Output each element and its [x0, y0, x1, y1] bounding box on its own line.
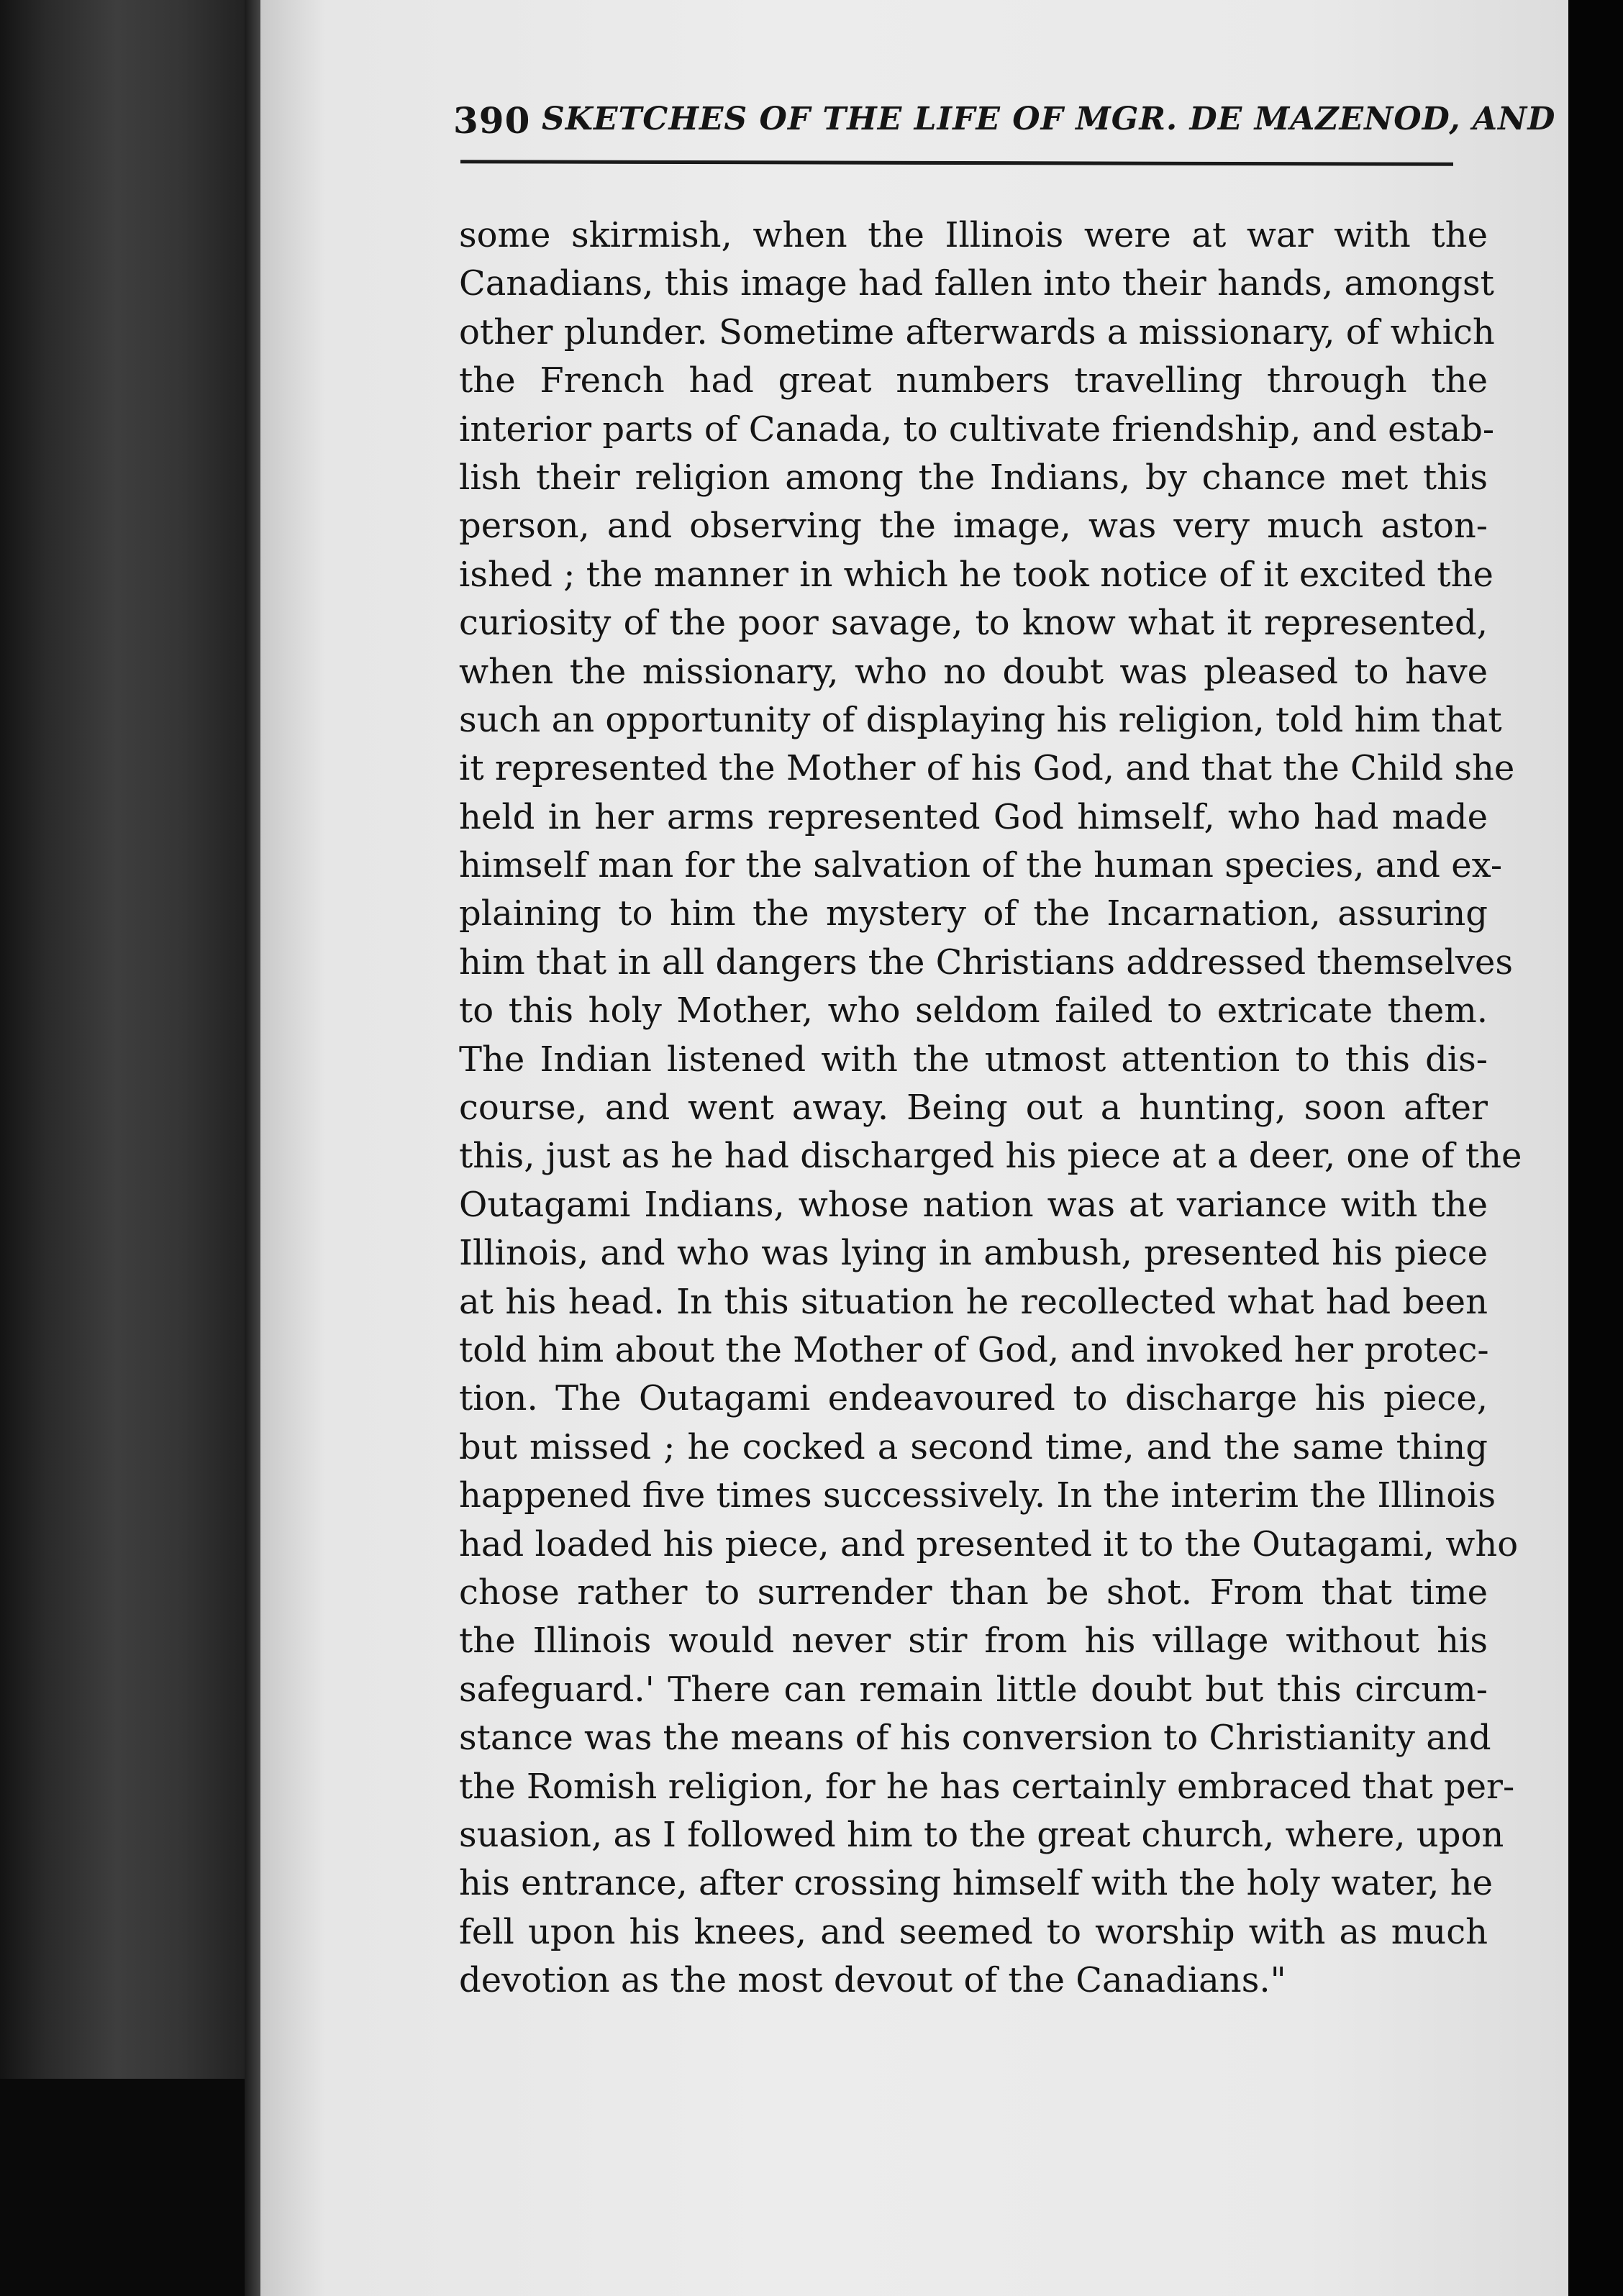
text-line: at his head. In this situation he recollected what had been	[459, 1281, 1488, 1322]
text-line: chose rather to surrender than be shot. From that time	[459, 1572, 1488, 1613]
text-line: Canadians, this image had fallen into their hands, amongst	[459, 263, 1494, 304]
text-line: himself man for the salvation of the human species, and ex-	[459, 845, 1503, 886]
text-line: held in her arms represented God himself, who had made	[459, 796, 1488, 837]
text-line: the Illinois would never stir from his village without his	[459, 1621, 1488, 1662]
running-head: SKETCHES OF THE LIFE OF MGR. DE MAZENOD, AND	[542, 101, 1556, 137]
text-line: the French had great numbers travelling through the	[459, 360, 1488, 401]
text-line: to this holy Mother, who seldom failed to extricate them.	[459, 990, 1488, 1031]
book-spine	[0, 0, 259, 2296]
text-line: course, and went away. Being out a hunting, soon after	[459, 1088, 1488, 1129]
text-line: this, just as he had discharged his piece at a deer, one of the	[459, 1136, 1522, 1177]
text-line: tion. The Outagami endeavoured to discharge his piece,	[459, 1378, 1488, 1419]
text-line: told him about the Mother of God, and invoked her protec-	[459, 1329, 1489, 1370]
page-number: 390	[453, 99, 531, 142]
text-line: safeguard.' There can remain little doubt but this circum-	[459, 1669, 1488, 1710]
text-line: lish their religion among the Indians, by chance met this	[459, 457, 1488, 498]
text-line: had loaded his piece, and presented it to the Outagami, who	[459, 1523, 1519, 1564]
text-line: his entrance, after crossing himself with the holy water, he	[459, 1863, 1493, 1904]
text-line: Illinois, and who was lying in ambush, presented his piece	[459, 1233, 1488, 1274]
spine-shadow	[0, 2079, 259, 2296]
text-line: happened five times successively. In the interim the Illinois	[459, 1475, 1496, 1516]
text-line: ished ; the manner in which he took notice of it excited the	[459, 554, 1494, 595]
page-header	[453, 99, 1556, 157]
text-line: interior parts of Canada, to cultivate friendship, and estab-	[459, 409, 1495, 450]
scan-border	[1568, 0, 1623, 2296]
text-line: The Indian listened with the utmost attention to this dis-	[459, 1039, 1488, 1080]
text-line: when the missionary, who no doubt was pleased to have	[459, 651, 1488, 692]
text-line: the Romish religion, for he has certainly embraced that per-	[459, 1766, 1515, 1807]
text-line: person, and observing the image, was very much aston-	[459, 506, 1488, 547]
text-line: but missed ; he cocked a second time, and the same thing	[459, 1426, 1488, 1467]
text-line: such an opportunity of displaying his religion, told him that	[459, 699, 1502, 740]
text-line: Outagami Indians, whose nation was at variance with the	[459, 1184, 1488, 1225]
text-line: stance was the means of his conversion to Christianity and	[459, 1718, 1491, 1759]
text-line: curiosity of the poor savage, to know what it represented,	[459, 603, 1488, 644]
text-line: devotion as the most devout of the Canadians."	[459, 1960, 1286, 2001]
text-line: other plunder. Sometime afterwards a missionary, of which	[459, 311, 1495, 352]
text-line: fell upon his knees, and seemed to worship with as much	[459, 1911, 1488, 1952]
text-line: it represented the Mother of his God, and that the Child she	[459, 748, 1515, 789]
text-line: plaining to him the mystery of the Incarnation, assuring	[459, 893, 1488, 934]
text-line: him that in all dangers the Christians addressed themselves	[459, 942, 1513, 983]
text-line: some skirmish, when the Illinois were at war with the	[459, 215, 1488, 255]
body-text	[459, 211, 1522, 2005]
text-line: suasion, as I followed him to the great church, where, upon	[459, 1814, 1504, 1855]
